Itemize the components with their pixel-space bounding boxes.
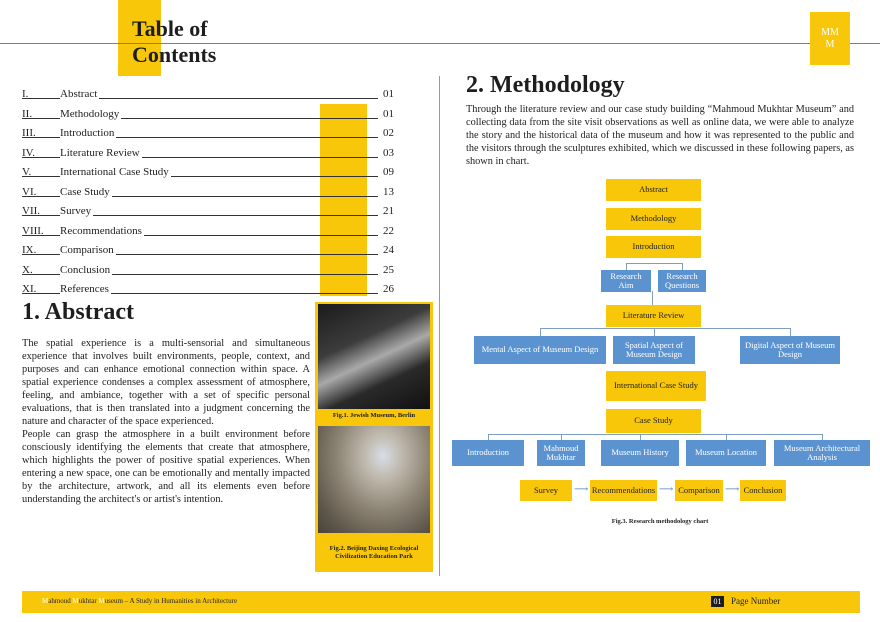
toc-label: Conclusion	[60, 263, 111, 276]
toc-numeral: VII.	[22, 205, 41, 217]
arrow-right-icon: ⟶	[574, 484, 589, 495]
abstract-paragraph-1: The spatial experience is a multi-sensorial and simultaneous experience that involves built environments, people, context, and purposes and can enhance emotional connection within space. A spatial experience condenses a complex assessment of atmosphere, feeling, and ambiance, together with a set of specific personal evaluations, that is then translated into a judgment concerning the nature and character of the space experienced.	[22, 338, 310, 427]
toc-numeral: VIII.	[22, 224, 44, 237]
toc-entry	[22, 106, 402, 122]
toc-numeral: V.	[22, 166, 32, 178]
chart-survey: Survey	[520, 480, 572, 501]
connector	[652, 291, 653, 305]
figure-2-caption: Fig.2. Beijing Daxing Ecological Civilization Education Park	[329, 545, 419, 560]
chart-abstract: Abstract	[606, 179, 701, 201]
chart-mental-aspect: Mental Aspect of Museum Design	[474, 336, 606, 364]
methodology-body: Through the literature review and our case study building “Mahmoud Mukhtar Museum” and collecting data from the site visit observations as well as online data, we were able to analyze the story and the historical data of the museum and how it was represented to the public and the visitors through the sculptures exhibited, which we discussed in these following papers, as shown in chart.	[466, 104, 854, 167]
connector	[626, 263, 682, 264]
toc-entry	[22, 262, 402, 278]
toc-entry	[22, 86, 402, 102]
figure-3-caption: Fig.3. Research methodology chart	[611, 518, 709, 525]
connector	[626, 263, 627, 270]
chart-case-study: Case Study	[606, 409, 701, 433]
page-number-badge: 01	[711, 596, 724, 607]
chart-literature-review: Literature Review	[606, 305, 701, 327]
connector	[540, 328, 790, 329]
toc-label: References	[60, 283, 109, 295]
logo-text: MMM	[821, 26, 839, 50]
toc-page-number: 01	[383, 88, 394, 100]
chart-international-case-study: International Case Study	[606, 371, 706, 401]
abstract-body	[22, 337, 310, 506]
toc-entry	[22, 203, 402, 219]
chart-research-aim: Research Aim	[601, 270, 651, 292]
connector	[488, 434, 822, 435]
toc-label: Case Study	[60, 185, 110, 198]
toc-numeral: VI.	[22, 185, 37, 198]
toc-numeral: IX.	[22, 244, 37, 256]
toc-page-number: 03	[383, 146, 394, 159]
logo	[810, 12, 850, 65]
jewish-museum-photo	[318, 304, 430, 409]
footer-title: Mahmoud Mukhtar Museum – A Study in Humanities in Architecture	[42, 597, 238, 605]
chart-cs-introduction: Introduction	[452, 440, 524, 466]
column-divider	[439, 76, 440, 576]
toc-label: Methodology	[60, 107, 120, 120]
connector	[682, 263, 683, 270]
toc-numeral: XI.	[22, 283, 37, 295]
toc-label: Comparison	[60, 244, 114, 256]
toc-page-number: 26	[383, 283, 394, 295]
toc-page-number: 22	[383, 224, 394, 237]
toc-label: International Case Study	[60, 166, 169, 178]
toc-numeral: I.	[22, 88, 29, 100]
figure-1-caption: Fig.1. Jewish Museum, Berlin	[332, 412, 416, 419]
toc-page-number: 13	[383, 185, 394, 198]
page-number-label: Page Number	[731, 596, 781, 606]
chart-introduction: Introduction	[606, 236, 701, 258]
toc-numeral: III.	[22, 127, 36, 139]
chart-digital-aspect: Digital Aspect of Museum Design	[740, 336, 840, 364]
toc-entry	[22, 145, 402, 161]
toc-page-number: 01	[383, 107, 394, 120]
page-title: Table of Contents	[132, 16, 217, 67]
toc-entry	[22, 242, 402, 258]
chart-research-questions: Research Questions	[658, 270, 706, 292]
chart-conclusion: Conclusion	[740, 480, 786, 501]
toc-numeral: IV.	[22, 146, 35, 159]
toc-label: Recommendations	[60, 224, 142, 237]
toc-label: Abstract	[60, 88, 98, 100]
chart-cs-mahmoud-mukhtar: Mahmoud Mukhtar	[537, 440, 585, 466]
arrow-right-icon: ⟶	[725, 484, 740, 495]
toc-page-number: 25	[383, 263, 394, 276]
connector	[790, 328, 791, 336]
connector	[540, 328, 541, 336]
toc-page-number: 21	[383, 205, 394, 217]
toc-label: Survey	[60, 205, 92, 217]
toc-entry	[22, 125, 402, 141]
toc-entry	[22, 223, 402, 239]
chart-comparison: Comparison	[675, 480, 723, 501]
chart-methodology: Methodology	[606, 208, 701, 230]
toc-numeral: II.	[22, 107, 33, 120]
toc-page-number: 02	[383, 127, 394, 139]
toc-entry	[22, 281, 402, 297]
toc-entry	[22, 164, 402, 180]
methodology-heading: 2. Methodology	[466, 72, 625, 98]
toc-page-number: 09	[383, 166, 394, 178]
toc-label: Introduction	[60, 127, 115, 139]
chart-spatial-aspect: Spatial Aspect of Museum Design	[613, 336, 695, 364]
chart-cs-architectural-analysis: Museum Architectural Analysis	[774, 440, 870, 466]
abstract-paragraph-2: People can grasp the atmosphere in a built environment before consciously identifying the elements that create that atmosphere, which highlights the power of positive spatial experiences. When entering a new space, one can be emotionally and mentally impacted by the architecture, artwork, and all its elements even before understanding the architect's or artist's intention.	[22, 429, 310, 505]
connector	[654, 328, 655, 336]
chart-cs-museum-location: Museum Location	[686, 440, 766, 466]
arrow-right-icon: ⟶	[659, 484, 674, 495]
toc-label: Literature Review	[60, 146, 140, 159]
chart-recommendations: Recommendations	[590, 480, 657, 501]
toc-entry	[22, 184, 402, 200]
daxing-park-photo	[318, 426, 430, 533]
abstract-heading: 1. Abstract	[22, 299, 134, 325]
toc-numeral: X.	[22, 263, 33, 276]
chart-cs-museum-history: Museum History	[601, 440, 679, 466]
toc-page-number: 24	[383, 244, 394, 256]
